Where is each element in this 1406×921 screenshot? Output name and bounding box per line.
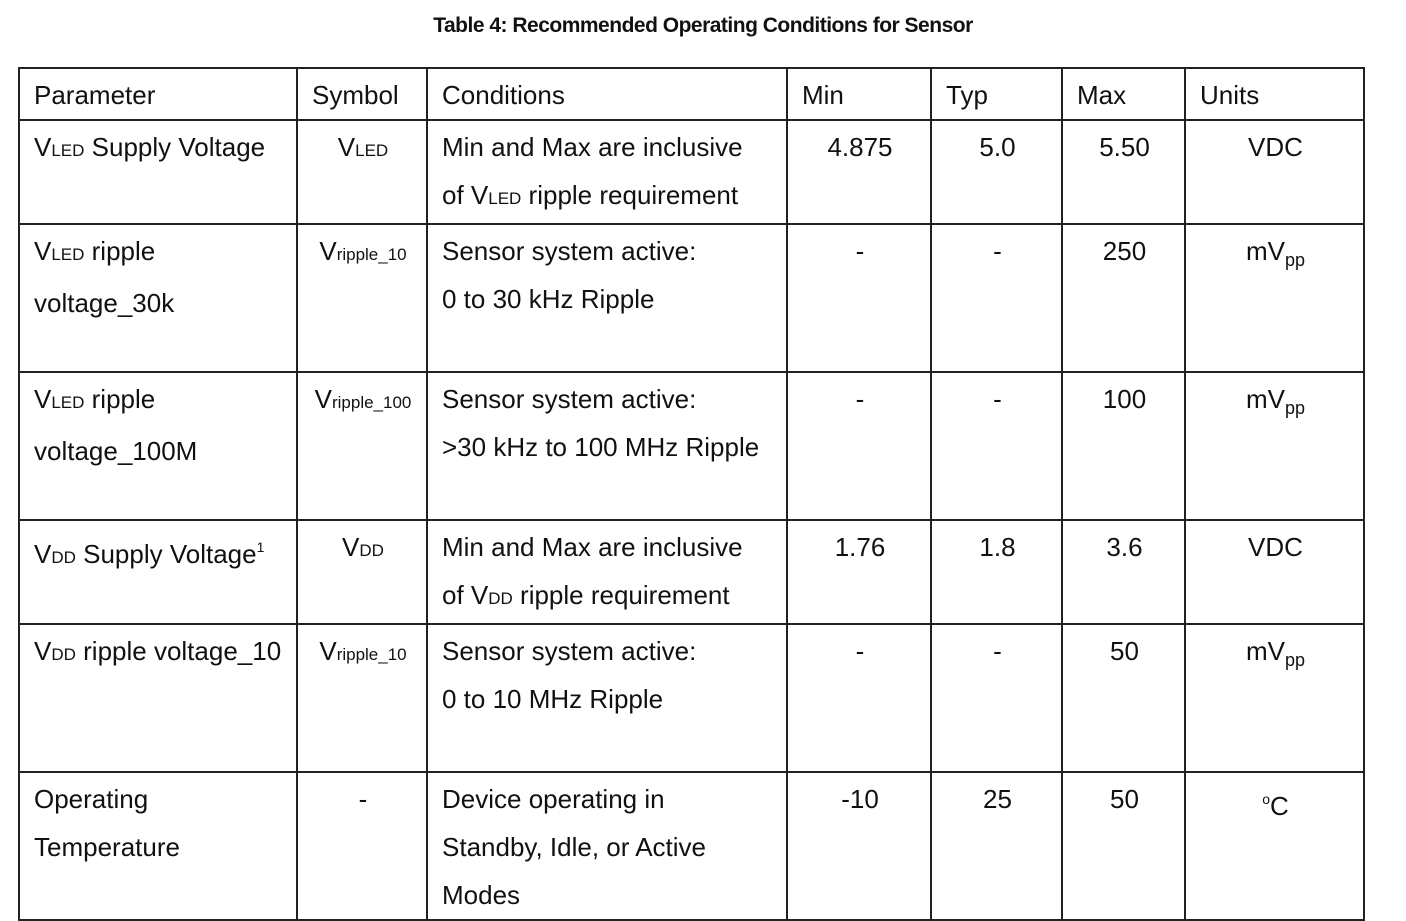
cell-min: 4.875 <box>787 120 931 224</box>
table-row <box>19 372 1364 520</box>
cell-units: $mV_{pp}$ <box>1185 372 1364 520</box>
table-row <box>19 224 1364 372</box>
header-min: Min <box>787 68 931 120</box>
header-max: Max <box>1062 68 1185 120</box>
header-typ: Typ <box>931 68 1062 120</box>
table-caption: Table 4: Recommended Operating Conditions for Sensor <box>433 14 973 37</box>
cell-parameter: Operating Temperature <box>19 772 297 920</box>
cell-typ: 5.0 <box>931 120 1062 224</box>
footnote-marker: 1 <box>256 539 265 555</box>
cell-min: 1.76 <box>787 520 931 624</box>
header-units: Units <box>1185 68 1364 120</box>
cell-max: 100 <box>1062 372 1185 520</box>
cell-typ: - <box>931 624 1062 772</box>
cell-symbol: VDD <box>297 520 427 624</box>
cell-units: VDC <box>1185 120 1364 224</box>
cell-units: $mV_{pp}$ <box>1185 624 1364 772</box>
cell-min: - <box>787 224 931 372</box>
cell-units: $^o$C <box>1185 772 1364 920</box>
cell-units: VDC <box>1185 520 1364 624</box>
cell-parameter: VLED Supply Voltage <box>19 120 297 224</box>
cell-symbol: VLED <box>297 120 427 224</box>
operating-conditions-table <box>18 67 1365 921</box>
header-symbol: Symbol <box>297 68 427 120</box>
table-header-row <box>19 68 1364 120</box>
cell-max: 50 <box>1062 772 1185 920</box>
cell-parameter: VDD ripple voltage_10 <box>19 624 297 772</box>
cell-typ: - <box>931 372 1062 520</box>
cell-conditions: Sensor system active: 0 to 30 kHz Ripple <box>427 224 787 372</box>
header-conditions: Conditions <box>427 68 787 120</box>
cell-parameter: VDD Supply Voltage$^1$ <box>19 520 297 624</box>
cell-max: 250 <box>1062 224 1185 372</box>
cell-max: 3.6 <box>1062 520 1185 624</box>
cell-symbol: Vripple_100 <box>297 372 427 520</box>
cell-conditions: Sensor system active: >30 kHz to 100 MHz Ripple <box>427 372 787 520</box>
cell-symbol: - <box>297 772 427 920</box>
cell-min: -10 <box>787 772 931 920</box>
table-row <box>19 624 1364 772</box>
table-row <box>19 120 1364 224</box>
table-row <box>19 772 1364 920</box>
cell-conditions: Min and Max are inclusive of VLED ripple requirement <box>427 120 787 224</box>
cell-conditions: Sensor system active: 0 to 10 MHz Ripple <box>427 624 787 772</box>
cell-conditions: Min and Max are inclusive of VDD ripple requirement <box>427 520 787 624</box>
cell-max: 50 <box>1062 624 1185 772</box>
table-row <box>19 520 1364 624</box>
cell-typ: 1.8 <box>931 520 1062 624</box>
degree-marker: o <box>1262 791 1270 807</box>
cell-min: - <box>787 372 931 520</box>
cell-symbol: Vripple_10 <box>297 224 427 372</box>
cell-conditions: Device operating in Standby, Idle, or Active Modes <box>427 772 787 920</box>
cell-symbol: Vripple_10 <box>297 624 427 772</box>
cell-typ: 25 <box>931 772 1062 920</box>
cell-max: 5.50 <box>1062 120 1185 224</box>
cell-typ: - <box>931 224 1062 372</box>
cell-min: - <box>787 624 931 772</box>
cell-parameter: VLED ripple voltage_30k <box>19 224 297 372</box>
cell-units: $mV_{pp}$ <box>1185 224 1364 372</box>
header-parameter: Parameter <box>19 68 297 120</box>
cell-parameter: VLED ripple voltage_100M <box>19 372 297 520</box>
